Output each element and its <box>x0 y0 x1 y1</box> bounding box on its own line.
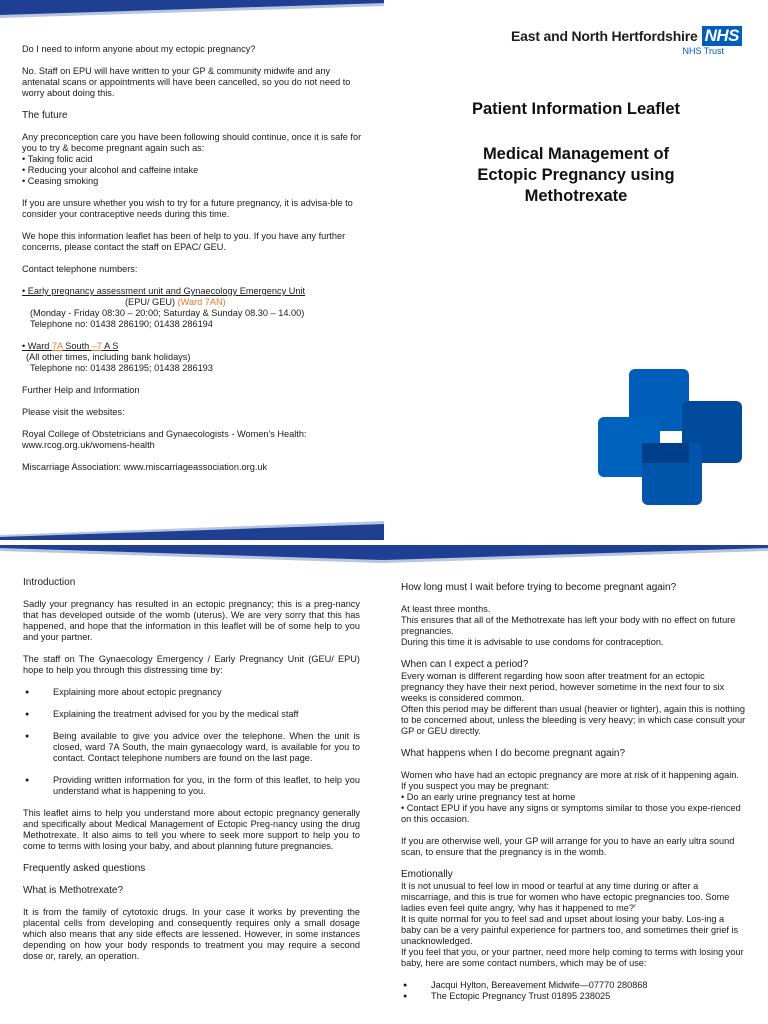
contact1-unit <box>22 297 362 308</box>
inside-left-panel <box>0 545 384 1024</box>
contact1-unit-code: (EPU/ GEU) <box>125 297 178 307</box>
back-panel <box>0 0 384 540</box>
inform-question: Do I need to inform anyone about my ectopic pregnancy? <box>22 44 256 54</box>
title-line: Methotrexate <box>524 187 628 205</box>
staff-text: The staff on The Gynaecology Emergency / Early Pregnancy Unit (GEU/ EPU) hope to help you through this distressing time by: <box>23 654 360 675</box>
what-text: It is from the family of cytotoxic drugs. In your case it works by preventing the placental cells from developing and consequently requires only a small dosage which also means that any side effects are lessened. However, in some instances depending on how your body responds to treatment you may require a second dose or, rarely, an operation. <box>23 907 360 961</box>
wait-heading: How long must I wait before trying to become pregnant again? <box>401 582 677 593</box>
period-text: Every woman is different regarding how soon after treatment for an ectopic pregnancy they have their next period, however sometime in the next four to six weeks is considered common. <box>401 671 725 703</box>
rcog-url[interactable]: www.rcog.org.uk/womens-health <box>22 440 155 450</box>
list-item: ● Explaining more about ectopic pregnancy <box>23 687 360 698</box>
top-band <box>384 545 768 563</box>
contact2-title <box>22 341 362 352</box>
list-item: ● Jacqui Hylton, Bereavement Midwife—07770 280868 <box>401 980 746 991</box>
top-band <box>0 0 384 18</box>
contact-heading: Contact telephone numbers: <box>22 264 138 274</box>
contact1-ward: (Ward 7AN) <box>177 297 226 307</box>
intro-heading: Introduction <box>23 577 76 588</box>
contacts-list <box>401 980 746 1002</box>
contact2-phone: Telephone no: 01438 286195; 01438 286193 <box>30 363 213 373</box>
happens-item: • Do an early urine pregnancy test at home <box>401 792 576 802</box>
miscarriage-association-line[interactable]: Miscarriage Association: www.miscarriageassociation.org.uk <box>22 462 268 472</box>
trust-subtitle: NHS Trust <box>682 46 724 56</box>
happens-heading: What happens when I do become pregnant again? <box>401 748 626 759</box>
contact2-south: South <box>62 341 92 351</box>
bottom-band <box>0 521 384 539</box>
faq-heading: Frequently asked questions <box>23 863 146 874</box>
rcog-line: Royal College of Obstetricians and Gynaecologists - Women's Health: <box>22 429 307 439</box>
future-heading: The future <box>22 110 68 121</box>
list-item: ● The Ectopic Pregnancy Trust 01895 238025 <box>401 991 746 1002</box>
unsure-text: If you are unsure whether you wish to try for a future pregnancy, it is advisa-ble to consider your contraceptive needs during this time. <box>22 198 353 219</box>
wait-line: This ensures that all of the Methotrexate has left your body with no effect on future pregnancies. <box>401 615 736 636</box>
title-line: Medical Management of <box>482 145 670 163</box>
future-item: • Ceasing smoking <box>22 176 99 186</box>
future-text: Any preconception care you have been following should continue, once it is safe for you to try & become pregnant again such as: <box>22 132 362 153</box>
list-item: ● Providing written information for you, in the form of this leaflet, to help you understand what is happening to you. <box>23 775 360 797</box>
happens-item: • Contact EPU if you have any signs or symptoms similar to those you expe-rienced on this occasion. <box>401 803 741 824</box>
help-list <box>23 687 360 797</box>
further-heading: Further Help and Information <box>22 385 140 395</box>
squares-graphic <box>594 367 754 509</box>
contact2-ward-number: 7A <box>51 341 63 351</box>
inside-right-text <box>401 582 746 1013</box>
top-band <box>0 545 384 563</box>
leaflet-label: Patient Information Leaflet <box>471 100 681 118</box>
hope-text: We hope this information leaflet has been of help to you. If you have any further concerns, please contact the staff on EPAC/ GEU. <box>22 231 346 252</box>
future-item: • Taking folic acid <box>22 154 93 164</box>
contact2-hours: (All other times, including bank holidays) <box>26 352 191 362</box>
what-heading: What is Methotrexate? <box>23 885 124 896</box>
contact2-dash7: –7 <box>91 341 103 351</box>
wait-line: During this time it is advisable to use condoms for contraception. <box>401 637 664 647</box>
wait-line: At least three months. <box>401 604 491 614</box>
contact1-phone: Telephone no: 01438 286190; 01438 286194 <box>30 319 213 329</box>
contact2-ward-label: • Ward <box>22 341 52 351</box>
nhs-logo: NHS <box>702 26 742 46</box>
visit-text: Please visit the websites: <box>22 407 125 417</box>
emotion-text: It is not unusual to feel low in mood or tearful at any time during or after a miscarriage, and this is true for women who have ectopic pregnancies too. Some ladies even feel quite angry, 'why has it happened to me?' <box>401 881 730 913</box>
emotion-text: If you feel that you, or your partner, need more help coming to terms with losing your baby, here are some contact numbers, which may be of use: <box>401 947 744 968</box>
emotion-heading: Emotionally <box>401 869 453 880</box>
list-item: ● Being available to give you advice over the telephone. When the unit is closed, ward 7A South, the main gynaecology ward, is available for you to contact. Contact telephone numbers are found on the last page. <box>23 731 360 764</box>
future-item: • Reducing your alcohol and caffeine intake <box>22 165 199 175</box>
happens-text: Women who have had an ectopic pregnancy are more at risk of it happening again. If you suspect you may be pregnant: <box>401 770 739 791</box>
title-line: Ectopic Pregnancy using <box>477 166 675 184</box>
trust-name: East and North Hertfordshire <box>511 28 698 44</box>
emotion-text: It is quite normal for you to feel sad and upset about losing your baby. Los-ing a baby can be a very painful experience for partners too, and sometimes their grief is unacknowledged. <box>401 914 739 946</box>
intro-text: Sadly your pregnancy has resulted in an ectopic pregnancy; this is a preg-nancy that has developed outside of the womb (uterus). We are very sorry that this has happened, and hope that the information in this leaflet will be of some help to you and your partner. <box>23 599 360 642</box>
trust-header <box>511 26 742 56</box>
leaflet-title <box>424 144 728 207</box>
otherwise-text: If you are otherwise well, your GP will arrange for you to have an early ultra sound scan, to ensure that the pregnancy is in the womb. <box>401 836 735 857</box>
contact1-title: • Early pregnancy assessment unit and Gynaecology Emergency Unit <box>22 286 306 296</box>
list-item: ● Explaining the treatment advised for you by the medical staff <box>23 709 360 720</box>
inside-left-text <box>23 577 360 973</box>
period-text: Often this period may be different than usual (heavier or lighter), again this is nothing to be concerned about, unless the bleeding is very heavy; in which case consult your GP or GEU directly. <box>401 704 746 736</box>
period-heading: When can I expect a period? <box>401 659 529 670</box>
aims-text: This leaflet aims to help you understand more about ectopic pregnancy generally and specifically about Medical Management of Ectopic Preg-nancy using the drug Methotrexate. It also aims to tell you where to seek more support to help you to come to terms with losing your baby, and about planning future pregnancies. <box>23 808 360 851</box>
inside-right-panel <box>384 545 768 1024</box>
contact1-hours: (Monday - Friday 08:30 – 20:00; Saturday & Sunday 08.30 – 14.00) <box>30 308 305 318</box>
inform-answer: No. Staff on EPU will have written to your GP & community midwife and any antenatal scans or appointments will have been cancelled, so you do not need to worry about doing this. <box>22 66 351 98</box>
back-panel-text <box>22 44 362 484</box>
contact2-as: A S <box>102 341 119 351</box>
cover-panel <box>384 0 768 540</box>
